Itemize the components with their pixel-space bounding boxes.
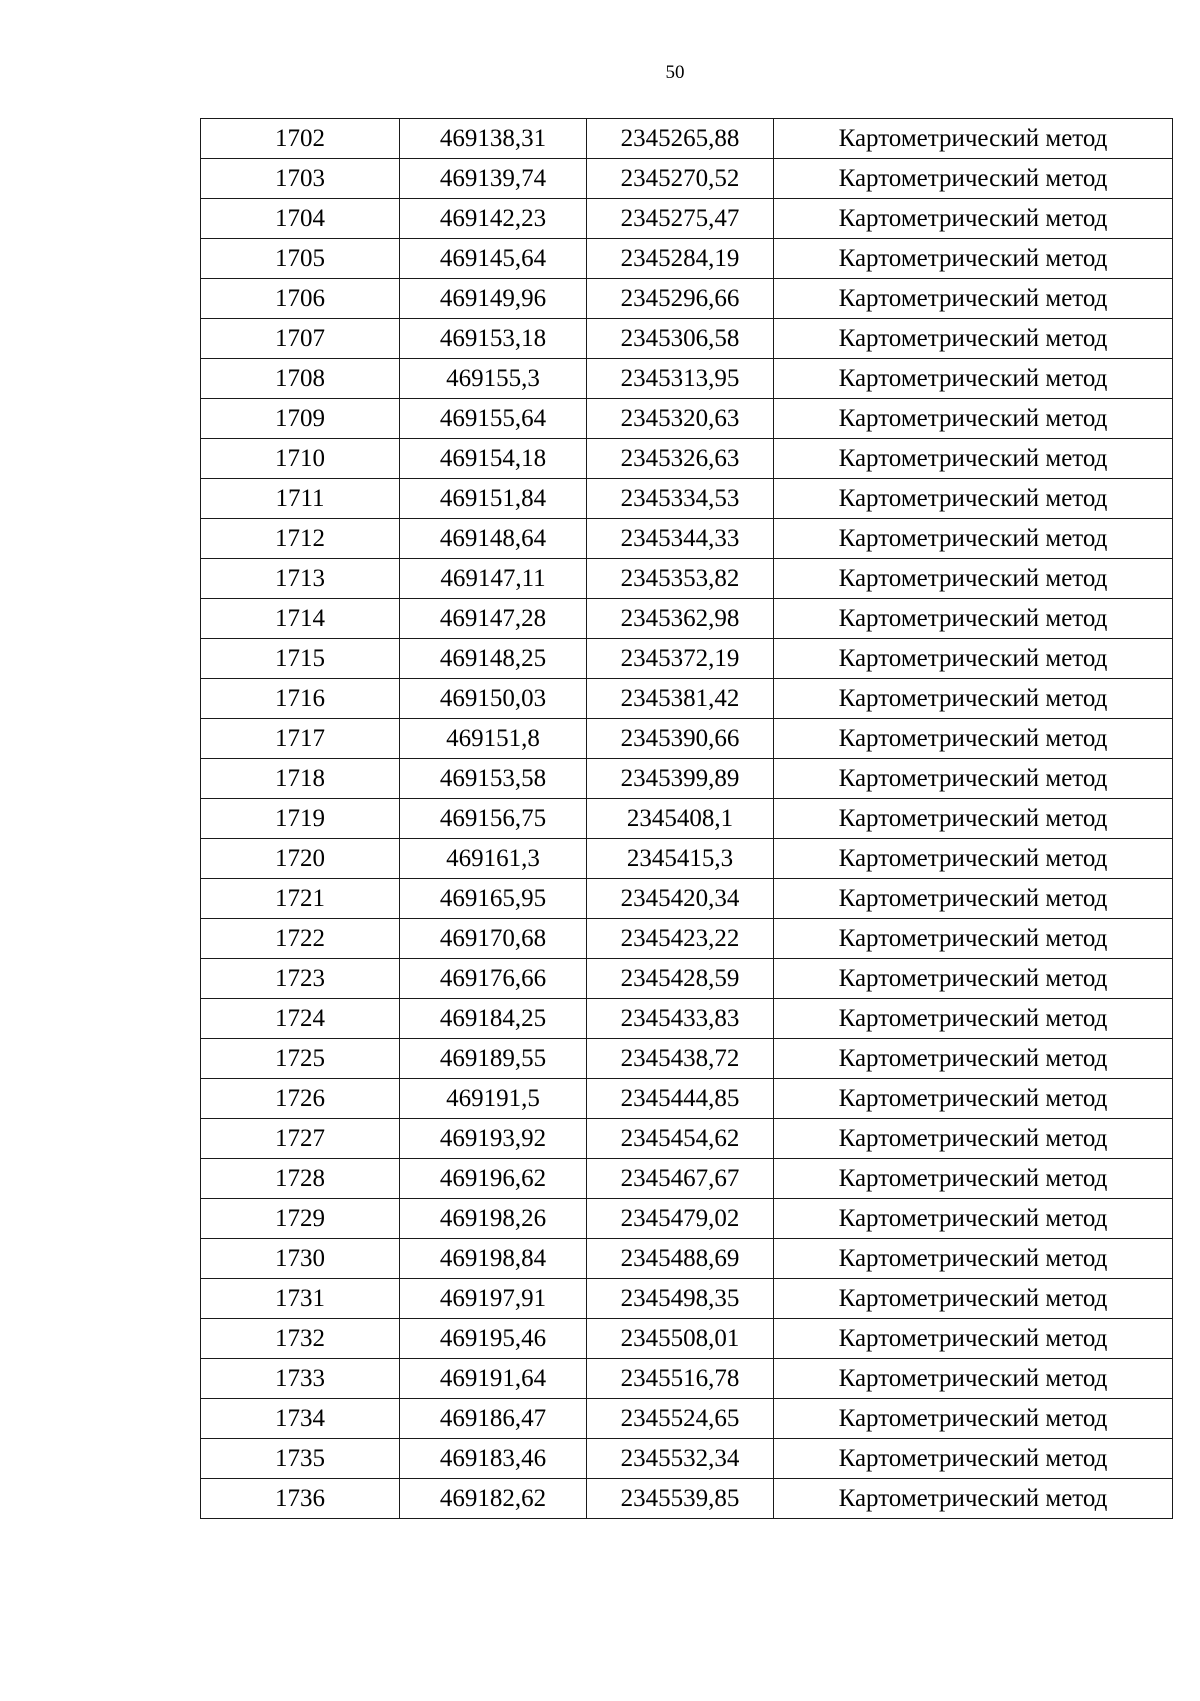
method-cell: Картометрический метод xyxy=(774,1359,1173,1399)
point-number-cell: 1722 xyxy=(201,919,400,959)
method-cell: Картометрический метод xyxy=(774,439,1173,479)
x-coordinate-cell: 469153,58 xyxy=(400,759,587,799)
x-coordinate-cell: 469195,46 xyxy=(400,1319,587,1359)
method-cell: Картометрический метод xyxy=(774,479,1173,519)
method-cell: Картометрический метод xyxy=(774,199,1173,239)
y-coordinate-cell: 2345344,33 xyxy=(587,519,774,559)
table-row xyxy=(201,479,1173,519)
point-number-cell: 1723 xyxy=(201,959,400,999)
x-coordinate-cell: 469186,47 xyxy=(400,1399,587,1439)
point-number-cell: 1704 xyxy=(201,199,400,239)
table-row xyxy=(201,559,1173,599)
method-cell: Картометрический метод xyxy=(774,679,1173,719)
method-cell: Картометрический метод xyxy=(774,759,1173,799)
method-cell: Картометрический метод xyxy=(774,519,1173,559)
x-coordinate-cell: 469184,25 xyxy=(400,999,587,1039)
y-coordinate-cell: 2345539,85 xyxy=(587,1479,774,1519)
x-coordinate-cell: 469147,28 xyxy=(400,599,587,639)
x-coordinate-cell: 469198,26 xyxy=(400,1199,587,1239)
point-number-cell: 1721 xyxy=(201,879,400,919)
table-row xyxy=(201,319,1173,359)
x-coordinate-cell: 469155,64 xyxy=(400,399,587,439)
y-coordinate-cell: 2345524,65 xyxy=(587,1399,774,1439)
method-cell: Картометрический метод xyxy=(774,1439,1173,1479)
x-coordinate-cell: 469191,5 xyxy=(400,1079,587,1119)
table-row xyxy=(201,119,1173,159)
x-coordinate-cell: 469153,18 xyxy=(400,319,587,359)
method-cell: Картометрический метод xyxy=(774,1239,1173,1279)
y-coordinate-cell: 2345532,34 xyxy=(587,1439,774,1479)
method-cell: Картометрический метод xyxy=(774,999,1173,1039)
y-coordinate-cell: 2345320,63 xyxy=(587,399,774,439)
y-coordinate-cell: 2345372,19 xyxy=(587,639,774,679)
x-coordinate-cell: 469196,62 xyxy=(400,1159,587,1199)
y-coordinate-cell: 2345399,89 xyxy=(587,759,774,799)
point-number-cell: 1705 xyxy=(201,239,400,279)
table-row xyxy=(201,199,1173,239)
table-row xyxy=(201,1239,1173,1279)
x-coordinate-cell: 469182,62 xyxy=(400,1479,587,1519)
point-number-cell: 1730 xyxy=(201,1239,400,1279)
point-number-cell: 1716 xyxy=(201,679,400,719)
table-row xyxy=(201,679,1173,719)
method-cell: Картометрический метод xyxy=(774,879,1173,919)
y-coordinate-cell: 2345362,98 xyxy=(587,599,774,639)
y-coordinate-cell: 2345516,78 xyxy=(587,1359,774,1399)
table-row xyxy=(201,439,1173,479)
point-number-cell: 1734 xyxy=(201,1399,400,1439)
y-coordinate-cell: 2345265,88 xyxy=(587,119,774,159)
table-body xyxy=(201,119,1173,1519)
method-cell: Картометрический метод xyxy=(774,639,1173,679)
table-row xyxy=(201,959,1173,999)
table-row xyxy=(201,159,1173,199)
table-row xyxy=(201,1279,1173,1319)
point-number-cell: 1729 xyxy=(201,1199,400,1239)
table-row xyxy=(201,759,1173,799)
y-coordinate-cell: 2345296,66 xyxy=(587,279,774,319)
table-row xyxy=(201,839,1173,879)
table-row xyxy=(201,279,1173,319)
x-coordinate-cell: 469176,66 xyxy=(400,959,587,999)
point-number-cell: 1708 xyxy=(201,359,400,399)
point-number-cell: 1725 xyxy=(201,1039,400,1079)
y-coordinate-cell: 2345479,02 xyxy=(587,1199,774,1239)
method-cell: Картометрический метод xyxy=(774,1119,1173,1159)
table-row xyxy=(201,1079,1173,1119)
y-coordinate-cell: 2345444,85 xyxy=(587,1079,774,1119)
method-cell: Картометрический метод xyxy=(774,959,1173,999)
y-coordinate-cell: 2345408,1 xyxy=(587,799,774,839)
point-number-cell: 1731 xyxy=(201,1279,400,1319)
method-cell: Картометрический метод xyxy=(774,1079,1173,1119)
point-number-cell: 1713 xyxy=(201,559,400,599)
method-cell: Картометрический метод xyxy=(774,1159,1173,1199)
table-row xyxy=(201,639,1173,679)
point-number-cell: 1717 xyxy=(201,719,400,759)
x-coordinate-cell: 469197,91 xyxy=(400,1279,587,1319)
table-row xyxy=(201,1039,1173,1079)
method-cell: Картометрический метод xyxy=(774,599,1173,639)
y-coordinate-cell: 2345390,66 xyxy=(587,719,774,759)
table-row xyxy=(201,879,1173,919)
y-coordinate-cell: 2345306,58 xyxy=(587,319,774,359)
table-row xyxy=(201,1479,1173,1519)
x-coordinate-cell: 469149,96 xyxy=(400,279,587,319)
y-coordinate-cell: 2345420,34 xyxy=(587,879,774,919)
x-coordinate-cell: 469148,25 xyxy=(400,639,587,679)
point-number-cell: 1711 xyxy=(201,479,400,519)
y-coordinate-cell: 2345508,01 xyxy=(587,1319,774,1359)
point-number-cell: 1736 xyxy=(201,1479,400,1519)
y-coordinate-cell: 2345284,19 xyxy=(587,239,774,279)
table-row xyxy=(201,1399,1173,1439)
method-cell: Картометрический метод xyxy=(774,919,1173,959)
y-coordinate-cell: 2345488,69 xyxy=(587,1239,774,1279)
point-number-cell: 1709 xyxy=(201,399,400,439)
table-row xyxy=(201,1439,1173,1479)
method-cell: Картометрический метод xyxy=(774,1039,1173,1079)
x-coordinate-cell: 469170,68 xyxy=(400,919,587,959)
method-cell: Картометрический метод xyxy=(774,1399,1173,1439)
point-number-cell: 1702 xyxy=(201,119,400,159)
method-cell: Картометрический метод xyxy=(774,239,1173,279)
point-number-cell: 1715 xyxy=(201,639,400,679)
table-row xyxy=(201,359,1173,399)
method-cell: Картометрический метод xyxy=(774,159,1173,199)
point-number-cell: 1707 xyxy=(201,319,400,359)
table-row xyxy=(201,719,1173,759)
point-number-cell: 1706 xyxy=(201,279,400,319)
table-row xyxy=(201,799,1173,839)
table-row xyxy=(201,1159,1173,1199)
table-row xyxy=(201,999,1173,1039)
x-coordinate-cell: 469145,64 xyxy=(400,239,587,279)
method-cell: Картометрический метод xyxy=(774,1479,1173,1519)
point-number-cell: 1720 xyxy=(201,839,400,879)
y-coordinate-cell: 2345438,72 xyxy=(587,1039,774,1079)
x-coordinate-cell: 469139,74 xyxy=(400,159,587,199)
x-coordinate-cell: 469191,64 xyxy=(400,1359,587,1399)
table-row xyxy=(201,1199,1173,1239)
y-coordinate-cell: 2345275,47 xyxy=(587,199,774,239)
point-number-cell: 1732 xyxy=(201,1319,400,1359)
point-number-cell: 1710 xyxy=(201,439,400,479)
method-cell: Картометрический метод xyxy=(774,359,1173,399)
y-coordinate-cell: 2345428,59 xyxy=(587,959,774,999)
table-row xyxy=(201,919,1173,959)
method-cell: Картометрический метод xyxy=(774,1319,1173,1359)
y-coordinate-cell: 2345270,52 xyxy=(587,159,774,199)
method-cell: Картометрический метод xyxy=(774,719,1173,759)
y-coordinate-cell: 2345415,3 xyxy=(587,839,774,879)
method-cell: Картометрический метод xyxy=(774,1199,1173,1239)
point-number-cell: 1735 xyxy=(201,1439,400,1479)
page-number: 50 xyxy=(665,62,685,83)
x-coordinate-cell: 469147,11 xyxy=(400,559,587,599)
method-cell: Картометрический метод xyxy=(774,1279,1173,1319)
x-coordinate-cell: 469142,23 xyxy=(400,199,587,239)
point-number-cell: 1726 xyxy=(201,1079,400,1119)
x-coordinate-cell: 469189,55 xyxy=(400,1039,587,1079)
method-cell: Картометрический метод xyxy=(774,279,1173,319)
x-coordinate-cell: 469154,18 xyxy=(400,439,587,479)
table-row xyxy=(201,1119,1173,1159)
x-coordinate-cell: 469193,92 xyxy=(400,1119,587,1159)
x-coordinate-cell: 469151,84 xyxy=(400,479,587,519)
point-number-cell: 1714 xyxy=(201,599,400,639)
x-coordinate-cell: 469138,31 xyxy=(400,119,587,159)
table-row xyxy=(201,1319,1173,1359)
point-number-cell: 1703 xyxy=(201,159,400,199)
y-coordinate-cell: 2345467,67 xyxy=(587,1159,774,1199)
y-coordinate-cell: 2345433,83 xyxy=(587,999,774,1039)
table-row xyxy=(201,399,1173,439)
x-coordinate-cell: 469148,64 xyxy=(400,519,587,559)
x-coordinate-cell: 469161,3 xyxy=(400,839,587,879)
y-coordinate-cell: 2345381,42 xyxy=(587,679,774,719)
y-coordinate-cell: 2345353,82 xyxy=(587,559,774,599)
point-number-cell: 1724 xyxy=(201,999,400,1039)
y-coordinate-cell: 2345326,63 xyxy=(587,439,774,479)
x-coordinate-cell: 469151,8 xyxy=(400,719,587,759)
x-coordinate-cell: 469150,03 xyxy=(400,679,587,719)
method-cell: Картометрический метод xyxy=(774,319,1173,359)
y-coordinate-cell: 2345423,22 xyxy=(587,919,774,959)
table-row xyxy=(201,599,1173,639)
y-coordinate-cell: 2345334,53 xyxy=(587,479,774,519)
y-coordinate-cell: 2345313,95 xyxy=(587,359,774,399)
x-coordinate-cell: 469165,95 xyxy=(400,879,587,919)
x-coordinate-cell: 469183,46 xyxy=(400,1439,587,1479)
method-cell: Картометрический метод xyxy=(774,119,1173,159)
coordinates-table xyxy=(200,118,1173,1519)
point-number-cell: 1712 xyxy=(201,519,400,559)
method-cell: Картометрический метод xyxy=(774,839,1173,879)
table-row xyxy=(201,239,1173,279)
point-number-cell: 1719 xyxy=(201,799,400,839)
point-number-cell: 1718 xyxy=(201,759,400,799)
method-cell: Картометрический метод xyxy=(774,559,1173,599)
method-cell: Картометрический метод xyxy=(774,799,1173,839)
table-row xyxy=(201,1359,1173,1399)
y-coordinate-cell: 2345454,62 xyxy=(587,1119,774,1159)
x-coordinate-cell: 469156,75 xyxy=(400,799,587,839)
point-number-cell: 1727 xyxy=(201,1119,400,1159)
point-number-cell: 1728 xyxy=(201,1159,400,1199)
x-coordinate-cell: 469155,3 xyxy=(400,359,587,399)
point-number-cell: 1733 xyxy=(201,1359,400,1399)
x-coordinate-cell: 469198,84 xyxy=(400,1239,587,1279)
y-coordinate-cell: 2345498,35 xyxy=(587,1279,774,1319)
table-row xyxy=(201,519,1173,559)
method-cell: Картометрический метод xyxy=(774,399,1173,439)
